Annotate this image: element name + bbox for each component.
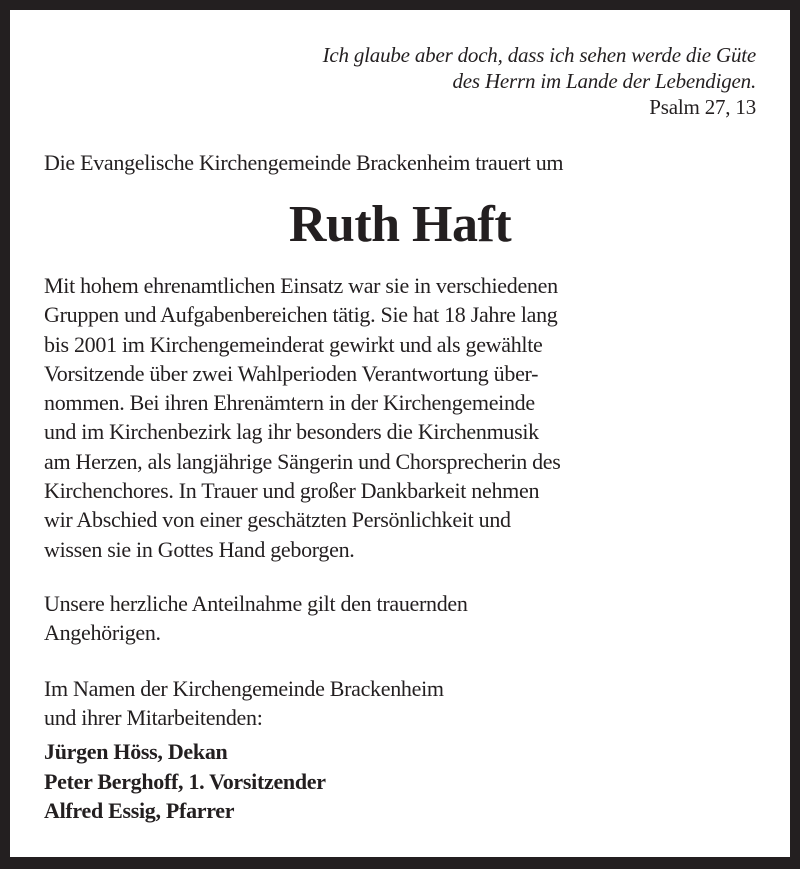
signers-list [44, 737, 326, 826]
text-line: nommen. Bei ihren Ehrenämtern in der Kirchengemeinde [44, 390, 535, 416]
signer: Alfred Essig, Pfarrer [44, 798, 235, 823]
text-line: Im Namen der Kirchengemeinde Brackenheim [44, 676, 444, 701]
tribute-paragraph [44, 271, 561, 564]
text-line: bis 2001 im Kirchengemeinderat gewirkt und als gewählte [44, 331, 543, 357]
text-line: und im Kirchenbezirk lag ihr besonders die Kirchenmusik [44, 419, 539, 445]
intro-line: Die Evangelische Kirchengemeinde Brackenheim trauert um [44, 150, 564, 175]
signer: Peter Berghoff, 1. Vorsitzender [44, 768, 326, 794]
text-line: Gruppen und Aufgabenbereichen tätig. Sie hat 18 Jahre lang [44, 302, 558, 328]
condolence-paragraph [44, 589, 468, 648]
text-line: Angehörigen. [44, 620, 161, 646]
text-line: Unsere herzliche Anteilnahme gilt den trauernden [44, 591, 468, 616]
obituary-notice [10, 10, 790, 857]
text-line: am Herzen, als langjährige Sängerin und Chorsprecherin des [44, 448, 561, 474]
quote-reference: Psalm 27, 13 [649, 95, 756, 119]
deceased-name: Ruth Haft [288, 196, 512, 253]
text-line: wir Abschied von einer geschätzten Persönlichkeit und [44, 507, 511, 533]
quote-line: des Herrn im Lande der Lebendigen. [452, 69, 756, 93]
text-line: und ihrer Mitarbeitenden: [44, 705, 263, 731]
text-line: Kirchenchores. In Trauer und großer Dankbarkeit nehmen [44, 478, 540, 504]
signer: Jürgen Höss, Dekan [44, 739, 228, 764]
text-line: wissen sie in Gottes Hand geborgen. [44, 536, 355, 562]
bible-quote [323, 42, 756, 120]
quote-line: Ich glaube aber doch, dass ich sehen werde die Güte [322, 43, 756, 67]
text-line: Vorsitzende über zwei Wahlperioden Verantwortung über- [44, 360, 539, 386]
text-line: Mit hohem ehrenamtlichen Einsatz war sie in verschiedenen [44, 273, 558, 298]
on-behalf-paragraph [44, 674, 444, 733]
